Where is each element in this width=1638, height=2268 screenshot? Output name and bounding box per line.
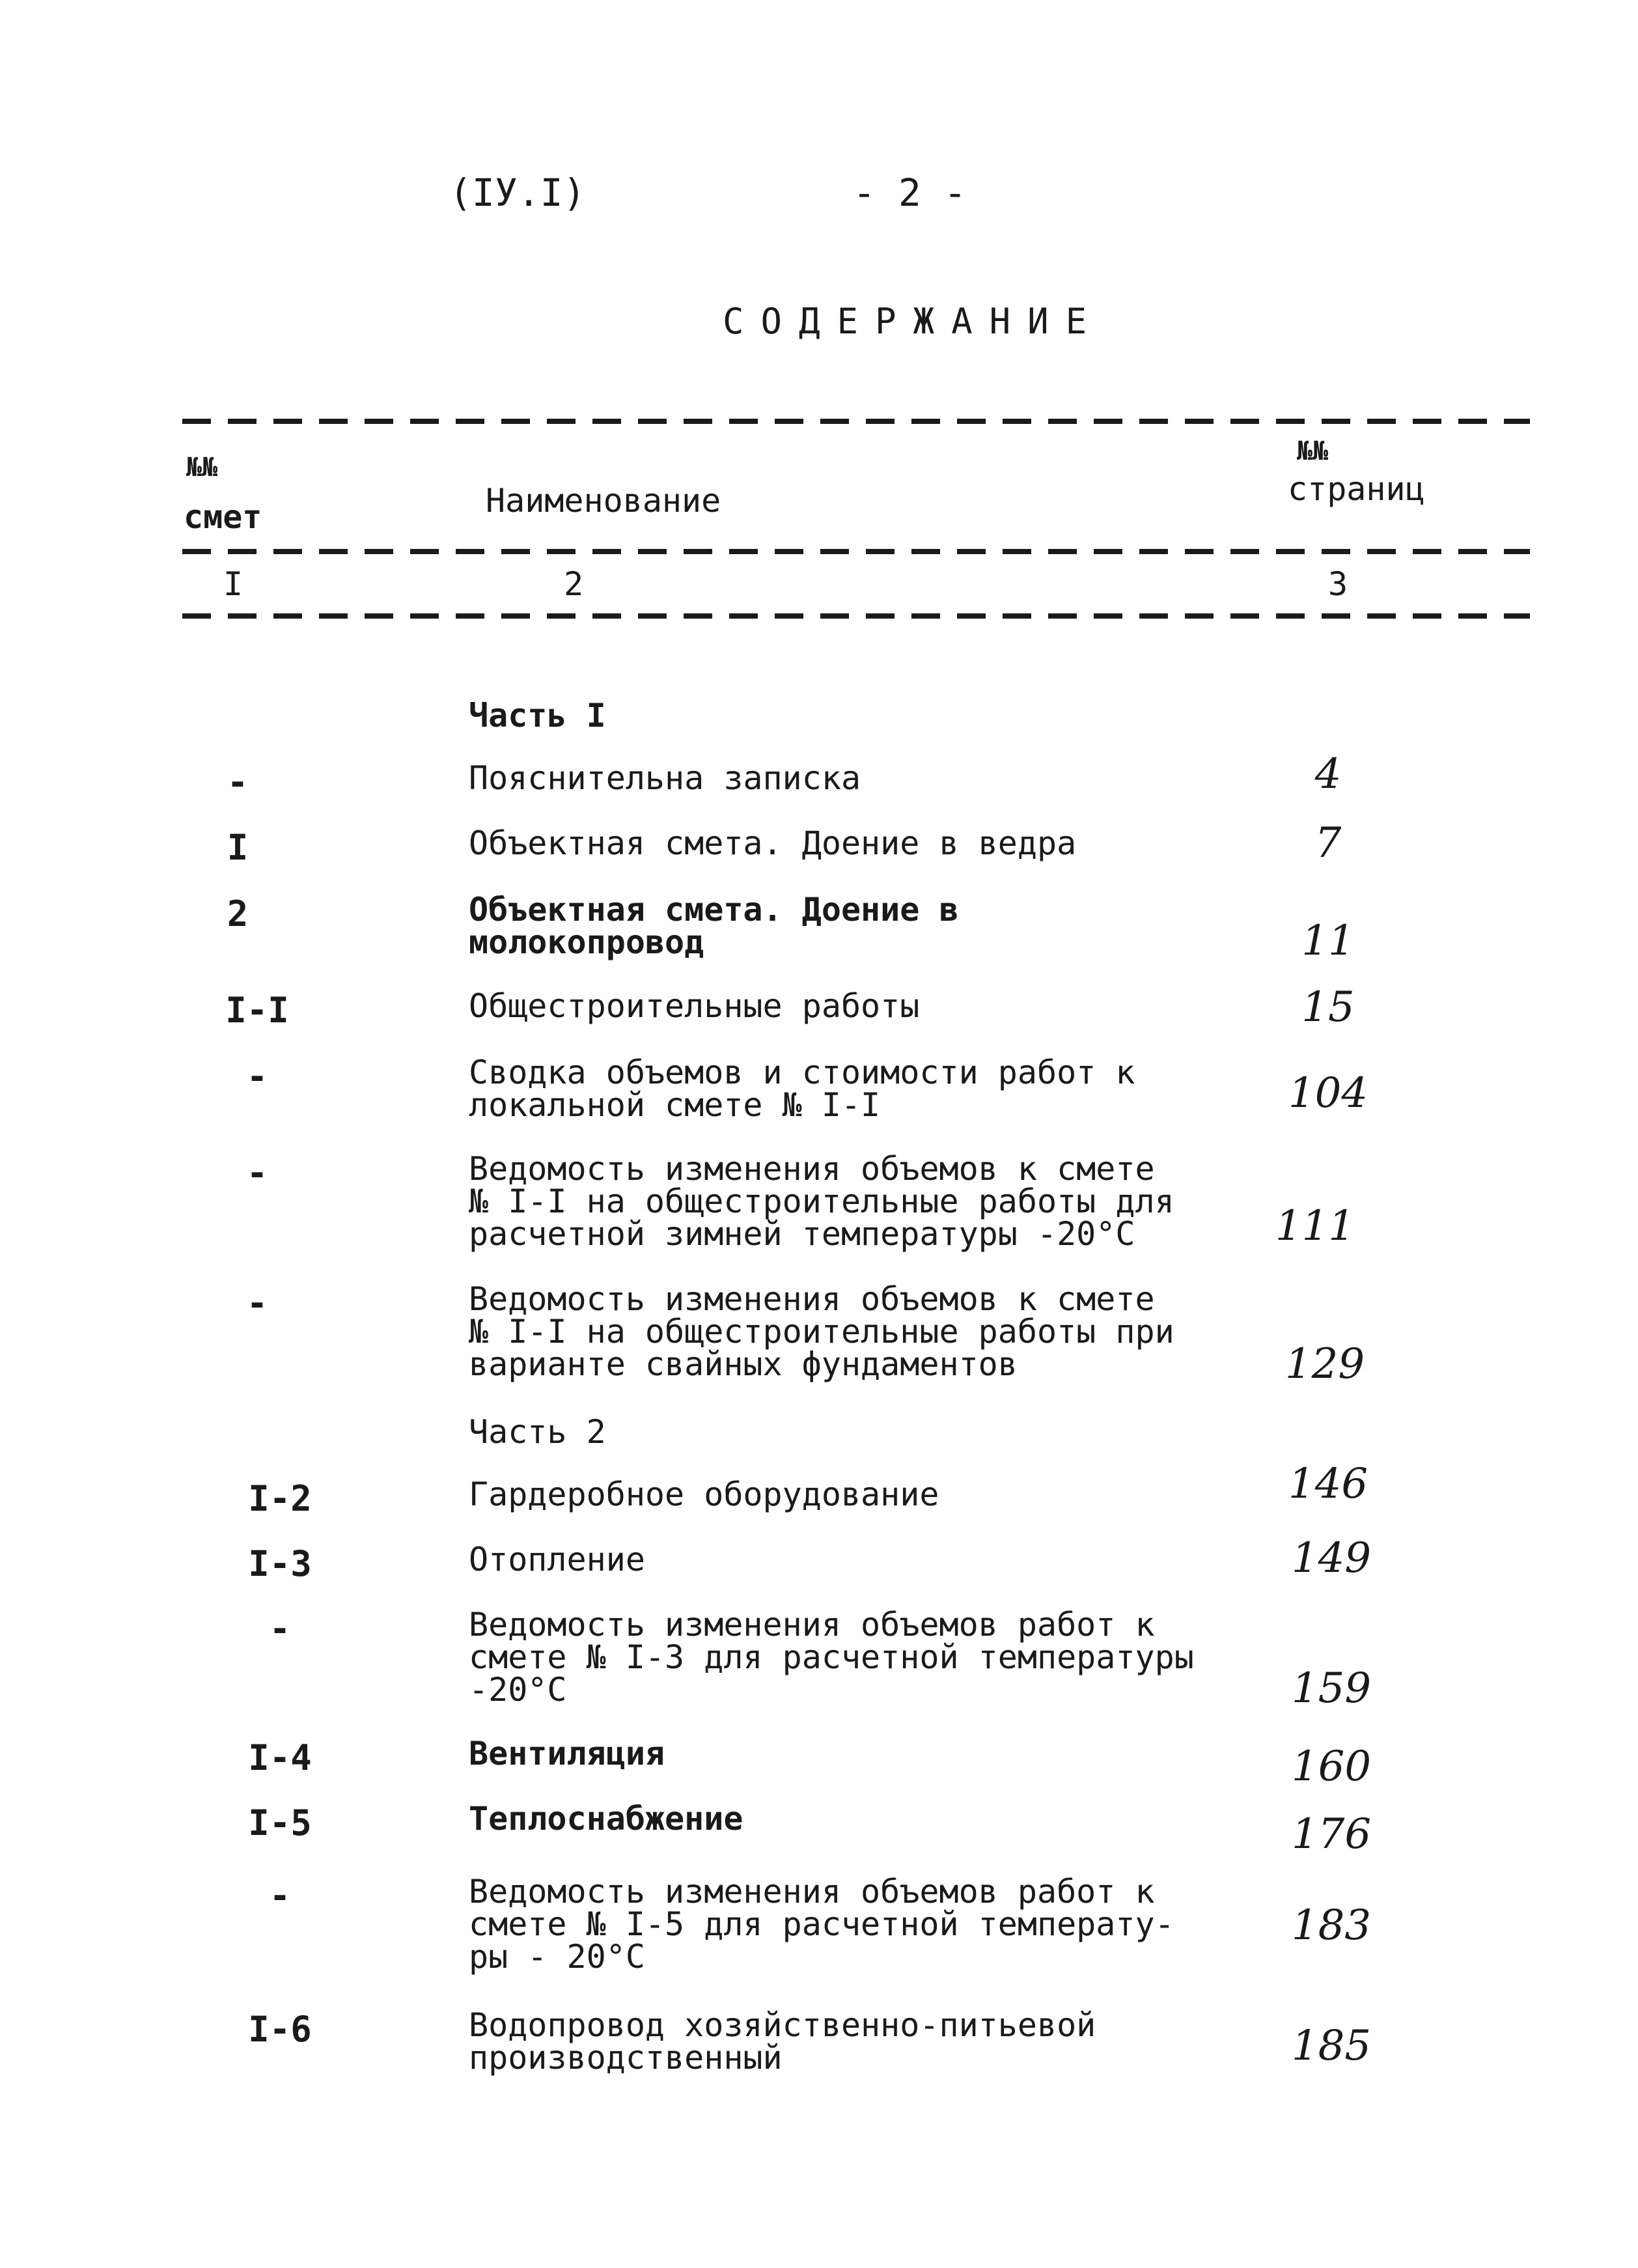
contents-title: СОДЕРЖАНИЕ [723,301,1104,342]
entry-title: Гардеробное оборудование [469,1476,939,1513]
page-number: 159 [1291,1664,1372,1713]
estimate-number: I [227,827,249,868]
estimate-number: - [246,1153,268,1194]
entry-title: Объектная смета. Доение в ведра [469,824,1077,862]
estimate-number: I-4 [248,1737,312,1778]
page-number: 129 [1284,1340,1365,1388]
page-number: 11 [1301,917,1355,965]
estimate-number: - [269,1608,291,1649]
estimate-number: 2 [227,893,249,934]
col-number-2: 2 [564,565,584,603]
page-number: 104 [1288,1069,1368,1117]
entry-title: Сводка объемов и стоимости работ к локальной смете № I-I [469,1054,1135,1124]
entry-title: Водопровод хозяйственно-питьевой производственный [469,2006,1096,2077]
part-heading: Часть 2 [469,1413,606,1451]
entry-title: Отопление [469,1541,645,1578]
page-number: 15 [1301,983,1355,1031]
page-number: 111 [1275,1202,1355,1250]
estimate-number: I-3 [248,1543,312,1584]
entry-title: Теплоснабжение [469,1800,743,1838]
estimate-number: I-5 [248,1802,312,1843]
estimate-number: - [246,1056,268,1097]
col1-label: смет [184,498,262,536]
col1-sign: №№ [186,453,218,483]
document-code: (IУ.I) [449,171,586,215]
entry-title: Ведомость изменения объемов работ к смете № I-3 для расчетной температуры -20°С [469,1606,1194,1709]
entry-title: Объектная смета. Доение в молокопровод [469,891,959,961]
header-bottom-rule [182,613,1530,619]
entry-title: Ведомость изменения объемов к смете № I-I на общестроительные работы при варианте свайных фундаментов [469,1280,1174,1383]
page-number: 183 [1291,1901,1372,1950]
entry-title: Ведомость изменения объемов работ к смете № I-5 для расчетной температу- ры - 20°С [469,1873,1174,1976]
estimate-number: - [227,762,249,803]
entry-title: Пояснительна записка [469,759,861,797]
page-number: 185 [1291,2022,1372,2070]
col3-sign: №№ [1297,436,1329,466]
header-mid-rule [182,549,1530,554]
entry-title: Вентиляция [469,1735,665,1772]
page-number: 160 [1291,1743,1372,1791]
estimate-number: - [246,1283,268,1324]
page-number: 146 [1288,1460,1368,1508]
header-top-rule [182,419,1530,424]
col3-label: страниц [1288,470,1425,508]
entry-title: Ведомость изменения объемов к смете № I-I на общестроительные работы для расчетной зимней температуры -20°С [469,1150,1174,1253]
estimate-number: - [269,1875,291,1916]
estimate-number: I-2 [248,1478,312,1519]
col-number-3: 3 [1328,565,1348,603]
col-number-1: I [223,565,243,603]
page-number: 149 [1291,1534,1372,1582]
estimate-number: I-6 [248,2009,312,2050]
entry-title: Общестроительные работы [469,987,920,1025]
page-number: 176 [1291,1810,1372,1858]
part-heading: Часть I [469,697,606,735]
estimate-number: I-I [225,990,289,1031]
page-number: 4 [1314,750,1342,798]
page-number: 7 [1314,819,1342,867]
col2-label: Наименование [486,482,721,520]
page-marker: - 2 - [853,171,967,215]
